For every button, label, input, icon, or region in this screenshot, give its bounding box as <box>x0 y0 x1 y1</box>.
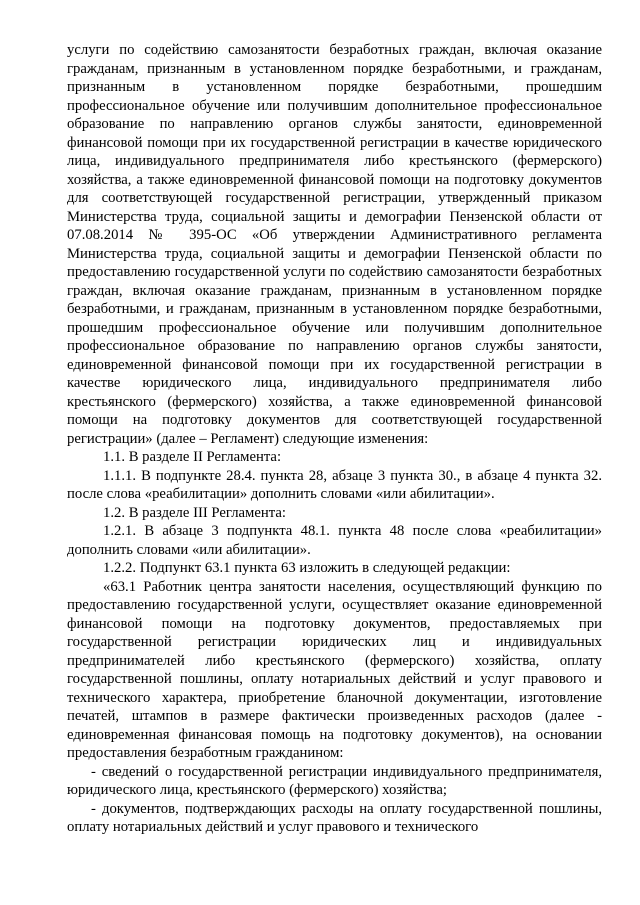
paragraph-section-iii: 1.2. В разделе III Регламента: <box>103 504 286 521</box>
paragraph-1-1-1: 1.1.1. В подпункте 28.4. пункта 28, абзаце 3 пункта 30., в абзаце 4 пункта 32. после слова «реабилитации» дополнить словами «или абилитации». <box>67 467 602 502</box>
paragraph-1-2-1: 1.2.1. В абзаце 3 подпункта 48.1. пункта 48 после слова «реабилитации» дополнить словами «или абилитации». <box>67 523 602 558</box>
list-item-expense-documents: - документов, подтверждающих расходы на оплату государственной пошлины, оплату нотариальных действий и услуг правового и технического <box>67 800 602 835</box>
document-body <box>67 41 602 837</box>
list-item-registration-info: - сведений о государственной регистрации индивидуального предпринимателя, юридического лица, крестьянского (фермерского) хозяйства; <box>67 763 602 798</box>
paragraph-63-1: «63.1 Работник центра занятости населения, осуществляющий функцию по предоставлению государственной услуги, осуществляет оказание единовременной финансовой помощи на подготовку документов, предоставляемых при государственной регистрации юридических лиц и индивидуальных предпринимателей либо крестьянского (фермерского) хозяйства, оплату государственной пошлины, оплату нотариальных действий и услуг правового и технического характера, приобретение бланочной документации, изготовление печатей, штампов в размере фактически произведенных расходов (далее - единовременная финансовая помощь на подготовку документов), на основании предоставления безработным гражданином: <box>67 578 602 761</box>
paragraph-regulation-title: услуги по содействию самозанятости безработных граждан, включая оказание гражданам, признанным в установленном порядке безработными, и гражданам, признанным в установленном порядке безработными, прошедшим профессиональное обучение или получившим дополнительное профессиональное образование по направлению органов службы занятости, единовременной финансовой помощи при их государственной регистрации в качестве юридического лица, индивидуального предпринимателя либо крестьянского (фермерского) хозяйства, а также единовременной финансовой помощи на подготовку документов для соответствующей государственной регистрации, утвержденный приказом Министерства труда, социальной защиты и демографии Пензенской области от 07.08.2014 № 395-ОС «Об утверждении Административного регламента Министерства труда, социальной защиты и демографии Пензенской области по предоставлению государственной услуги по содействию самозанятости безработных граждан, включая оказание гражданам, признанным в установленном порядке безработными, и гражданам, признанным в установленном порядке безработными, прошедшим профессиональное обучение или получившим дополнительное профессиональное образование по направлению органов службы занятости, единовременной финансовой помощи при их государственной регистрации в качестве юридического лица, индивидуального предпринимателя либо крестьянского (фермерского) хозяйства, а также единовременной финансовой помощи на подготовку документов для соответствующей государственной регистрации» (далее – Регламент) следующие изменения: <box>67 42 602 447</box>
paragraph-section-ii: 1.1. В разделе II Регламента: <box>103 449 282 465</box>
paragraph-1-2-2: 1.2.2. Подпункт 63.1 пункта 63 изложить в следующей редакции: <box>103 560 511 576</box>
